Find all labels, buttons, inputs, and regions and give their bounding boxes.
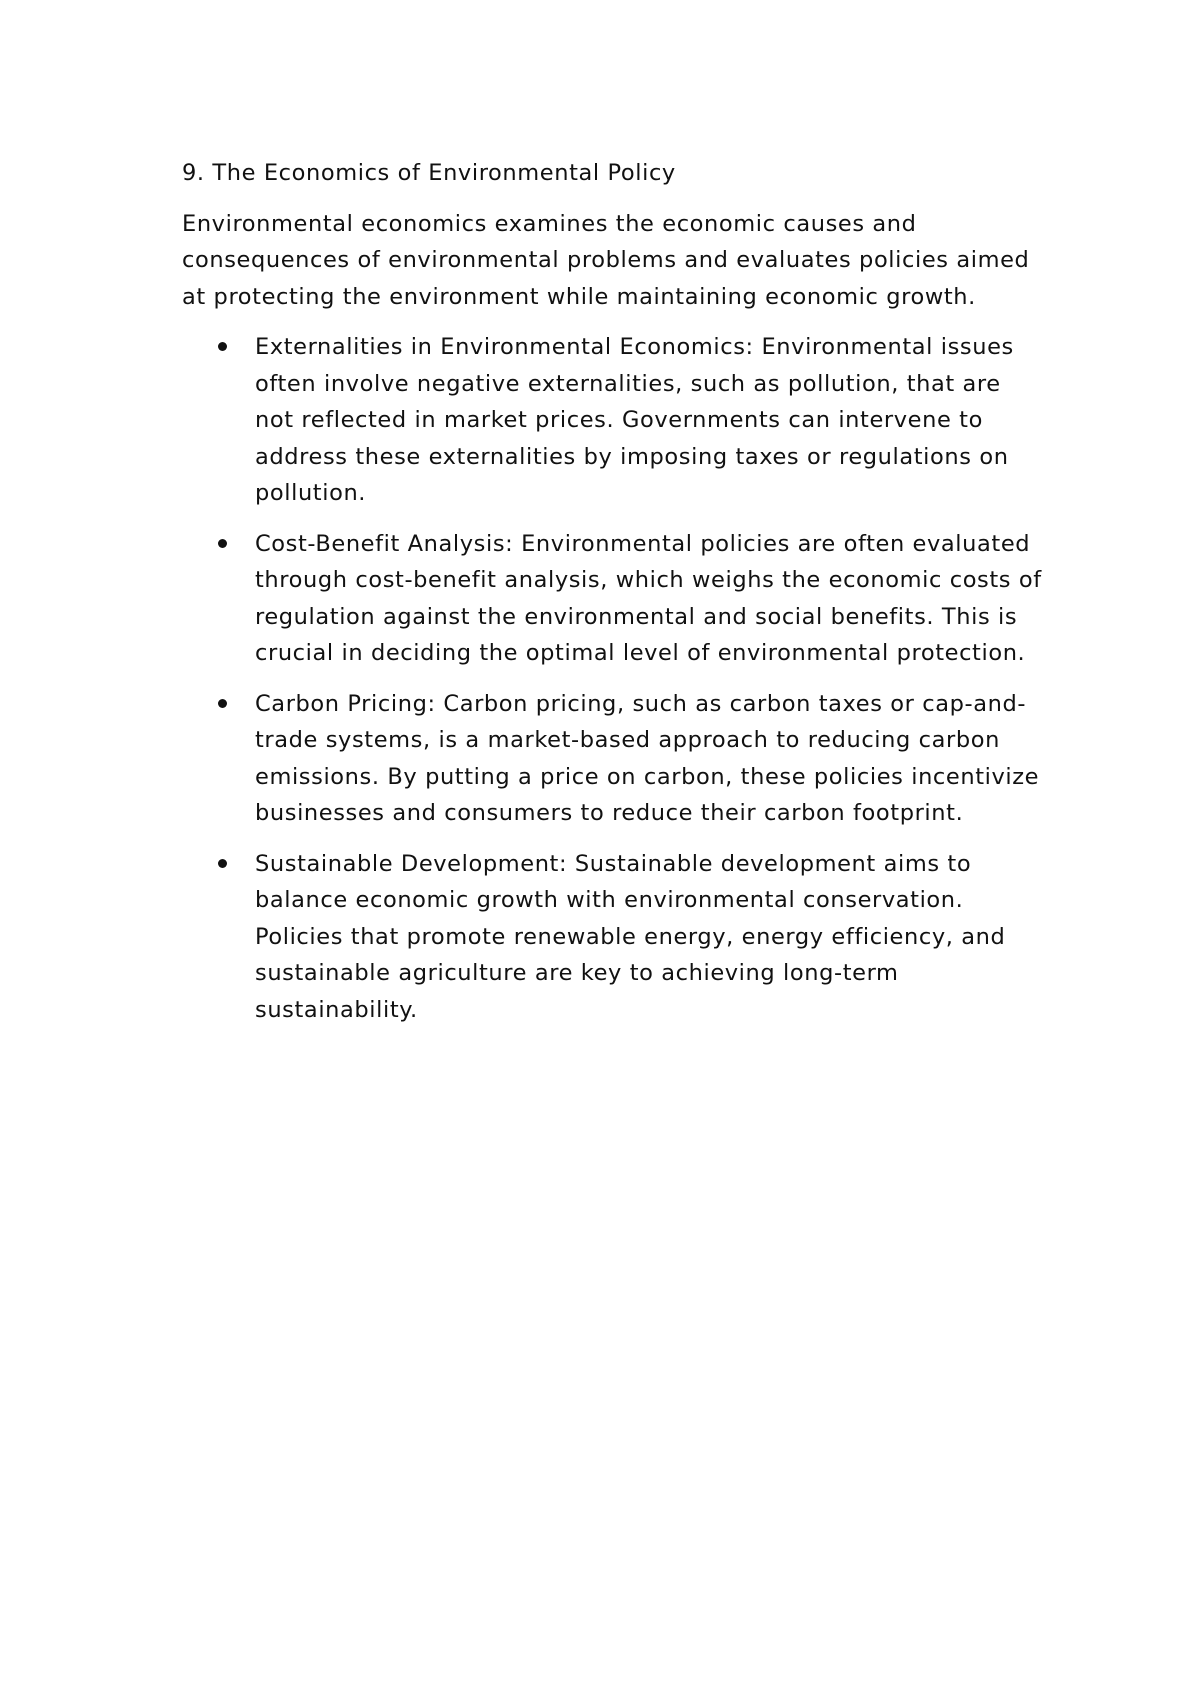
section-heading: 9. The Economics of Environmental Policy	[182, 160, 676, 186]
bullet-icon	[218, 859, 227, 868]
bullet-icon	[218, 699, 227, 708]
bullet-text: Externalities in Environmental Economics: Environmental issues often involve negative externalities, such as pollution, that are not reflected in market prices. Governments can intervene to address these externalities by imposing taxes or regulations on pollution.	[255, 334, 1014, 506]
bullet-list	[182, 329, 1042, 1028]
bullet-icon	[218, 342, 227, 351]
bullet-text: Carbon Pricing: Carbon pricing, such as carbon taxes or cap-and-trade systems, is a market-based approach to reducing carbon emissions. By putting a price on carbon, these policies incentivize businesses and consumers to reduce their carbon footprint.	[255, 690, 1040, 826]
bullet-item-carbon-pricing	[182, 686, 1042, 832]
bullet-item-cost-benefit	[182, 526, 1042, 672]
bullet-text: Sustainable Development: Sustainable development aims to balance economic growth with environmental conservation. Policies that promote renewable energy, energy efficiency, and sustainable agriculture are key to achieving long-term sustainability.	[255, 850, 1006, 1023]
bullet-icon	[218, 539, 227, 548]
document-content	[182, 155, 1042, 1042]
bullet-text: Cost-Benefit Analysis: Environmental policies are often evaluated through cost-benefit analysis, which weighs the economic costs of regulation against the environmental and social benefits. This is crucial in deciding the optimal level of environmental protection.	[255, 530, 1042, 666]
intro-paragraph: Environmental economics examines the economic causes and consequences of environmental problems and evaluates policies aimed at protecting the environment while maintaining economic growth.	[182, 210, 1030, 310]
bullet-item-externalities	[182, 329, 1042, 512]
bullet-item-sustainable-development	[182, 846, 1042, 1029]
